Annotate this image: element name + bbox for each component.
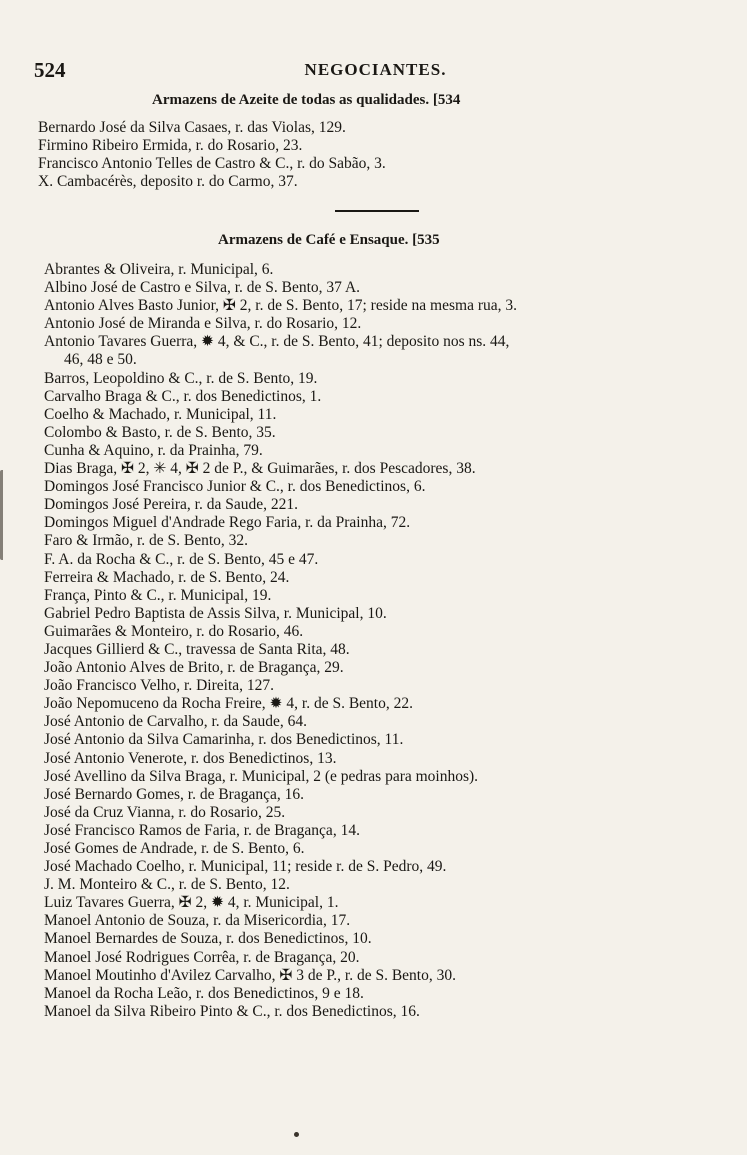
list-item: Albino José de Castro e Silva, r. de S. Bento, 37 A. xyxy=(44,279,361,297)
list-item: Carvalho Braga & C., r. dos Benedictinos, 1. xyxy=(44,387,322,405)
list-item: J. M. Monteiro & C., r. de S. Bento, 12. xyxy=(44,876,290,894)
page-header xyxy=(34,58,717,84)
list-item: José Gomes de Andrade, r. de S. Bento, 6. xyxy=(44,840,305,857)
list-item: José da Cruz Vianna, r. do Rosario, 25. xyxy=(44,803,286,821)
section-list-azeite xyxy=(38,119,708,191)
list-item: Luiz Tavares Guerra, ✠ 2, ✹ 4, r. Municipal, 1. xyxy=(44,894,339,912)
list-item: Manoel José Rodrigues Corrêa, r. de Bragança, 20. xyxy=(44,948,360,966)
list-item: Domingos Miguel d'Andrade Rego Faria, r. da Prainha, 72. xyxy=(44,514,411,532)
list-item: Manoel Bernardes de Souza, r. dos Benedictinos, 10. xyxy=(44,930,372,948)
list-item: Antonio José de Miranda e Silva, r. do Rosario, 12. xyxy=(44,315,362,333)
list-item: Ferreira & Machado, r. de S. Bento, 24. xyxy=(44,568,290,586)
list-item: Faro & Irmão, r. de S. Bento, 32. xyxy=(44,532,249,550)
list-item: João Nepomuceno da Rocha Freire, ✹ 4, r. de S. Bento, 22. xyxy=(44,695,413,713)
running-title: NEGOCIANTES. xyxy=(304,60,447,79)
list-item: José Antonio Venerote, r. dos Benedictinos, 13. xyxy=(44,749,337,767)
list-item: França, Pinto & C., r. Municipal, 19. xyxy=(44,586,272,604)
section-heading-azeite: Armazens de Azeite de todas as qualidades. [534 xyxy=(152,92,461,108)
list-item-continuation: 46, 48 e 50. xyxy=(64,351,137,369)
list-item: Francisco Antonio Telles de Castro & C., r. do Sabão, 3. xyxy=(38,154,386,172)
list-item: Cunha & Aquino, r. da Prainha, 79. xyxy=(44,441,263,459)
page-number: 524 xyxy=(34,58,66,82)
list-item: Domingos José Francisco Junior & C., r. dos Benedictinos, 6. xyxy=(44,478,426,496)
ink-dot xyxy=(294,1132,299,1137)
list-item: Abrantes & Oliveira, r. Municipal, 6. xyxy=(44,261,274,278)
list-item: Firmino Ribeiro Ermida, r. do Rosario, 23. xyxy=(38,136,303,154)
list-item: Barros, Leopoldino & C., r. de S. Bento, 19. xyxy=(44,369,318,387)
list-item: João Francisco Velho, r. Direita, 127. xyxy=(44,677,275,695)
list-item: José Avellino da Silva Braga, r. Municipal, 2 (e pedras para moinhos). xyxy=(44,767,479,785)
list-item: Antonio Tavares Guerra, ✹ 4, & C., r. de S. Bento, 41; deposito nos ns. 44, xyxy=(44,333,510,351)
list-item: Domingos José Pereira, r. da Saude, 221. xyxy=(44,496,298,514)
section-list-cafe xyxy=(44,261,712,1021)
list-item: José Francisco Ramos de Faria, r. de Bragança, 14. xyxy=(44,821,360,839)
list-item: João Antonio Alves de Brito, r. de Bragança, 29. xyxy=(44,659,344,677)
list-item: F. A. da Rocha & C., r. de S. Bento, 45 e 47. xyxy=(44,550,319,568)
list-item: Bernardo José da Silva Casaes, r. das Violas, 129. xyxy=(38,119,346,136)
list-item: José Antonio de Carvalho, r. da Saude, 64. xyxy=(44,713,308,731)
list-item: Manoel Antonio de Souza, r. da Misericordia, 17. xyxy=(44,912,351,930)
list-item: Coelho & Machado, r. Municipal, 11. xyxy=(44,405,277,423)
list-item: X. Cambacérès, deposito r. do Carmo, 37. xyxy=(38,172,298,190)
list-item: José Antonio da Silva Camarinha, r. dos Benedictinos, 11. xyxy=(44,731,404,749)
list-item: Dias Braga, ✠ 2, ✳ 4, ✠ 2 de P., & Guimarães, r. dos Pescadores, 38. xyxy=(44,460,476,478)
list-item: Jacques Gillierd & C., travessa de Santa Rita, 48. xyxy=(44,640,350,658)
list-item: Antonio Alves Basto Junior, ✠ 2, r. de S. Bento, 17; reside na mesma rua, 3. xyxy=(44,297,518,315)
list-item: Guimarães & Monteiro, r. do Rosario, 46. xyxy=(44,622,304,640)
section-heading-cafe: Armazens de Café e Ensaque. [535 xyxy=(218,232,440,248)
list-item: José Bernardo Gomes, r. de Bragança, 16. xyxy=(44,785,304,803)
list-item: Colombo & Basto, r. de S. Bento, 35. xyxy=(44,423,276,441)
binding-mark xyxy=(0,470,13,560)
list-item: José Machado Coelho, r. Municipal, 11; reside r. de S. Pedro, 49. xyxy=(44,858,447,876)
list-item: Gabriel Pedro Baptista de Assis Silva, r. Municipal, 10. xyxy=(44,604,387,622)
list-item: Manoel Moutinho d'Avilez Carvalho, ✠ 3 de P., r. de S. Bento, 30. xyxy=(44,966,456,984)
list-item: Manoel da Rocha Leão, r. dos Benedictinos, 9 e 18. xyxy=(44,984,364,1002)
list-item: Manoel da Silva Ribeiro Pinto & C., r. dos Benedictinos, 16. xyxy=(44,1002,420,1020)
section-divider xyxy=(335,210,419,212)
